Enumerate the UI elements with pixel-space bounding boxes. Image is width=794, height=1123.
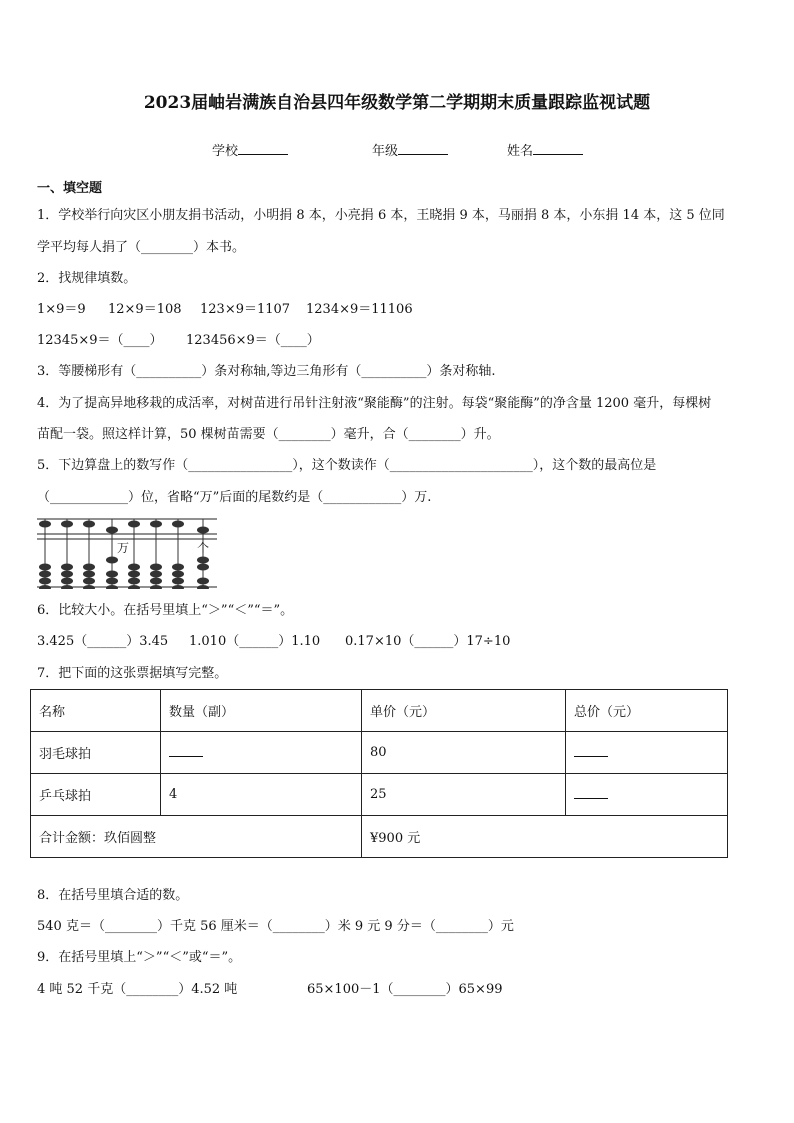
section-heading: 一、填空题 [37, 181, 103, 196]
bill-header-cell: 总价（元） [566, 690, 728, 732]
name-field [507, 140, 583, 159]
bill-cell-quantity[interactable] [161, 732, 362, 774]
bill-cell-quantity: 4 [161, 774, 362, 816]
name-label: 姓名 [507, 144, 534, 159]
bill-total-value: ¥900 元 [362, 816, 728, 858]
q6-compare1: 3.425（______）3.45 [37, 634, 169, 649]
school-field [212, 140, 288, 159]
bill-header-row [31, 690, 728, 732]
q8-line1: 8．在括号里填合适的数。 [37, 888, 189, 903]
q5-line1: 5．下边算盘上的数写作（________________），这个数读作（______________________），这个数的最高位是 [37, 458, 657, 473]
q2-eq1: 1×9＝9 [37, 302, 86, 317]
abacus-figure [37, 517, 217, 589]
q1-line2: 学平均每人捐了（________）本书。 [37, 240, 246, 255]
answer-blank[interactable] [169, 744, 203, 757]
school-blank[interactable] [238, 142, 288, 155]
grade-label: 年级 [372, 144, 399, 159]
bill-header-cell: 单价（元） [362, 690, 566, 732]
q2-eq5: 12345×9＝（____） [37, 333, 163, 348]
bill-header-cell: 名称 [31, 690, 161, 732]
page-title: 2023届岫岩满族自治县四年级数学第二学期期末质量跟踪监视试题 [143, 93, 651, 113]
table-row [31, 732, 728, 774]
q9-compare1: 4 吨 52 千克（________）4.52 吨 [37, 982, 238, 997]
q9-compare2: 65×100－1（________）65×99 [307, 982, 503, 997]
bill-header-cell: 数量（副） [161, 690, 362, 732]
table-row [31, 774, 728, 816]
bill-total-row [31, 816, 728, 858]
q3-line1: 3．等腰梯形有（__________）条对称轴,等边三角形有（__________）条对称轴. [37, 364, 496, 379]
name-blank[interactable] [533, 142, 583, 155]
q5-line2: （____________）位，省略“万”后面的尾数约是（____________）万. [37, 490, 432, 505]
q2-eq6: 123456×9＝（____） [186, 333, 320, 348]
abacus-upper-beads [39, 521, 209, 534]
q6-line1: 6．比较大小。在括号里填上“＞”“＜”“＝”。 [37, 603, 294, 618]
school-label: 学校 [212, 144, 239, 159]
q2-eq4: 1234×9＝11106 [306, 302, 413, 317]
grade-blank[interactable] [398, 142, 448, 155]
q6-compare2: 1.010（______）1.10 [189, 634, 321, 649]
q7-line1: 7．把下面的这张票据填写完整。 [37, 666, 228, 681]
abacus-label-ge: 个 [197, 541, 210, 555]
q9-line1: 9．在括号里填上“＞”“＜”或“＝”。 [37, 950, 242, 965]
abacus-label-wan: 万 [117, 541, 130, 555]
bill-cell-item: 乒乓球拍 [31, 774, 161, 816]
bill-total-label: 合计金额：玖佰圆整 [31, 816, 362, 858]
bill-cell-price: 80 [362, 732, 566, 774]
bill-table [30, 689, 728, 858]
bill-cell-price: 25 [362, 774, 566, 816]
bill-cell-total[interactable] [566, 774, 728, 816]
q4-line2: 苗配一袋。照这样计算，50 棵树苗需要（________）毫升，合（________）升。 [37, 427, 500, 442]
q2-eq3: 123×9＝1107 [200, 302, 291, 317]
q8-line2: 540 克＝（________）千克 56 厘米＝（________）米 9 元 9 分＝（________）元 [37, 919, 514, 934]
q6-compare3: 0.17×10（______）17÷10 [345, 634, 511, 649]
bill-cell-item: 羽毛球拍 [31, 732, 161, 774]
grade-field [372, 140, 448, 159]
q4-line1: 4．为了提高异地移栽的成活率，对树苗进行吊针注射液“聚能酶”的注射。每袋“聚能酶”的净含量 1200 毫升，每棵树 [37, 396, 712, 411]
bill-cell-total[interactable] [566, 732, 728, 774]
answer-blank[interactable] [574, 744, 608, 757]
q1-line1: 1．学校举行向灾区小朋友捐书活动，小明捐 8 本，小亮捐 6 本，王晓捐 9 本，马丽捐 8 本，小东捐 14 本，这 5 位同 [37, 208, 725, 223]
abacus-lower-beads [39, 557, 209, 590]
q2-eq2: 12×9＝108 [108, 302, 182, 317]
q2-line1: 2．找规律填数。 [37, 271, 137, 286]
answer-blank[interactable] [574, 786, 608, 799]
